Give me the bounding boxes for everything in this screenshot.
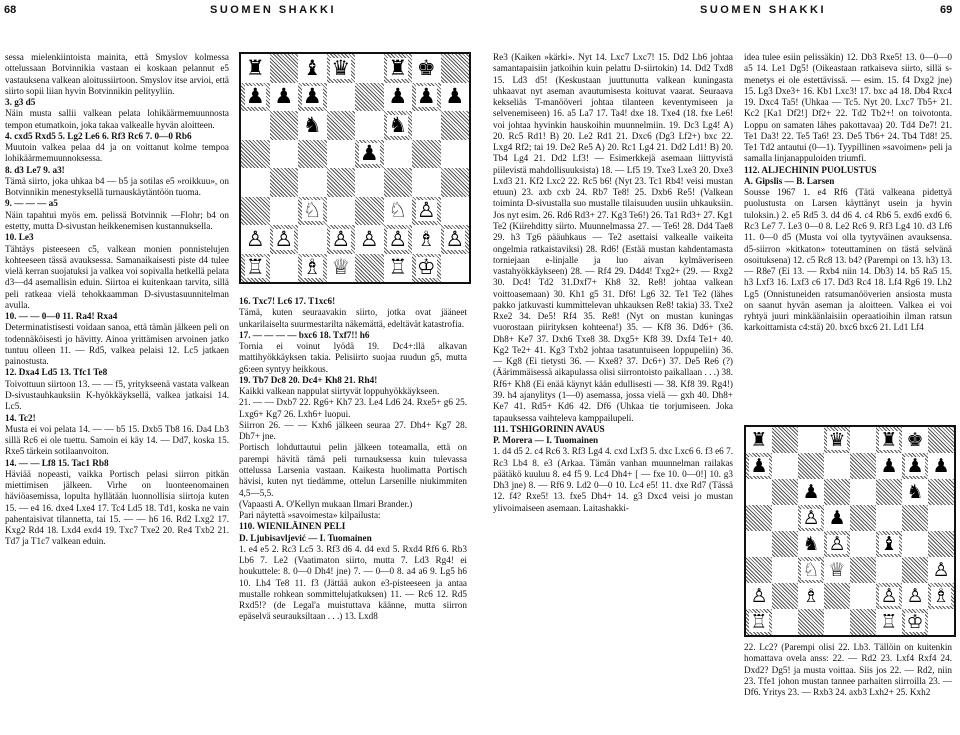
- chess-piece-icon: ♞: [906, 480, 924, 503]
- board-square: [298, 254, 327, 283]
- board-square: [876, 583, 902, 609]
- board-square: [441, 254, 470, 283]
- chess-piece-icon: ♕: [828, 558, 846, 581]
- board-square: [298, 140, 327, 169]
- board-square: [355, 225, 384, 254]
- board-square: [355, 54, 384, 83]
- chess-piece-icon: ♞: [388, 112, 408, 137]
- board-square: [902, 427, 928, 453]
- board-square: [298, 83, 327, 112]
- board-square: [928, 531, 954, 557]
- board-square: [327, 197, 356, 226]
- board-square: [798, 531, 824, 557]
- paragraph: Näin tapahtui myös em. pelissä Botvinnik —Flohr; b4 on estetty, mutta D-sivustan heikkenemisen kustannuksella.: [5, 209, 229, 231]
- chess-piece-icon: ♜: [880, 428, 898, 451]
- board-square: [850, 453, 876, 479]
- board-square: [327, 111, 356, 140]
- paragraph: idea tulee esiin pelissäkin) 12. Db3 Rxe5! 13. 0—0—0 a5 14. Le1 Dg5! (Oikeastaan ratkaiseva siirto, sillä s-menetys ei ole estettävissä. — esim. 15. f4 Dxg2 jne) 15. Lg3 Dxe3+ 16. Kb1 Lxc3! 17. bxc a4 18. Db4 Rxc4 19. Dxc4 Ta5! (Uhkaa — Tc5. Nyt 20. Lxc7 Tb5+ 21. Kc2 [Ka1 Df2!] Df2+ 22. Td2 Tb2+! on toivotonta. Loppu on samaten lähes pakottavaa) 20. Td4 De7! 21. Te1 Da3! 22. Te5 Ta6! 23. De5 Tb6+ 24. Tb4 Td8! 25. Te1 Td2 antautui (0—1). Tyypillinen »savoimen» peli ja samalla linjanappuloiden triumfi.: [744, 52, 952, 164]
- paragraph: 111. TSHIGORININ AVAUS: [493, 423, 605, 434]
- board-square: [876, 505, 902, 531]
- board-square: [270, 111, 299, 140]
- chess-piece-icon: ♙: [445, 226, 465, 251]
- board-square: [298, 225, 327, 254]
- right-page-number: 69: [940, 4, 953, 16]
- board-square: [772, 427, 798, 453]
- board-square: [441, 54, 470, 83]
- chess-piece-icon: ♟: [274, 84, 294, 109]
- board-square: [798, 479, 824, 505]
- board-square: [746, 531, 772, 557]
- board-square: [384, 168, 413, 197]
- paragraph: Häviää nopeasti, vaikka Portisch pelasi siirron pitkän miettimisen jälkeen. Virhe on luonteenomainen häviöasemissa, lopulta hyllätään luonnollisia siirtoja kuten 15. — e4 16. dxe4 Lxe4 17. Tc4 Ld5 18. Td1, koska ne vain pahentaisivat tilannetta, tai 15. — — h6 16. Rd2 Lxg2 17. Kxg2 Rd4 18. Lxd4 exd4 19. Txc7 Txe2 20. Re4 Txb2 21. Td7 ja T1c7 valkean eduin.: [5, 468, 229, 547]
- page-gutter: [478, 14, 479, 734]
- board-square: [876, 453, 902, 479]
- chess-piece-icon: ♙: [750, 584, 768, 607]
- board-square: [384, 254, 413, 283]
- chess-piece-icon: ♟: [416, 84, 436, 109]
- board-square: [241, 168, 270, 197]
- chess-piece-icon: ♟: [302, 84, 322, 109]
- board-square: [876, 531, 902, 557]
- board-square: [412, 83, 441, 112]
- board-square: [798, 557, 824, 583]
- board-square: [798, 453, 824, 479]
- board-square: [746, 479, 772, 505]
- chess-piece-icon: ♔: [416, 255, 436, 280]
- board-square: [327, 140, 356, 169]
- board-square: [441, 225, 470, 254]
- board-square: [772, 453, 798, 479]
- paragraph: Portisch lohduttautui pelin jälkeen toteamalla, että on parempi hävitä tämä peli turnauksessa kuin tulevassa ottelussa Larsenia vastaan. Kaikesta huolimatta Portisch hävisi, kuten nyt tiedämme, ottelun Larsenille niukimmiten 4,5—5,5.: [239, 442, 467, 498]
- board-square: [355, 168, 384, 197]
- board-square: [850, 609, 876, 635]
- paragraph: 10. — — 0—0 11. Ra4! Rxa4: [5, 311, 118, 322]
- board-square: [928, 427, 954, 453]
- paragraph: 10. Le3: [5, 232, 34, 243]
- board-square: [355, 197, 384, 226]
- board-square: [412, 197, 441, 226]
- chess-piece-icon: ♙: [880, 584, 898, 607]
- board-square: [902, 479, 928, 505]
- chess-piece-icon: ♖: [750, 610, 768, 633]
- chess-piece-icon: ♟: [245, 84, 265, 109]
- chess-diagram-1: [239, 52, 471, 284]
- paragraph: Determinatistisesti voidaan sanoa, että tämän jälkeen peli on todennäköisesti jo hävitty. Ainoa yrittämisen arvoinen jatko tuntuu olleen 11. — Rd5, valkea pelaisi 12. Lc5 jatkaen painostusta.: [5, 322, 229, 367]
- board-square: [241, 225, 270, 254]
- board-square: [412, 54, 441, 83]
- board-square: [824, 427, 850, 453]
- board-square: [327, 54, 356, 83]
- board-square: [824, 453, 850, 479]
- board-square: [928, 583, 954, 609]
- board-square: [355, 83, 384, 112]
- board-square: [824, 479, 850, 505]
- board-square: [850, 557, 876, 583]
- board-square: [384, 225, 413, 254]
- paragraph: Muutoin valkea pelaa d4 ja on voittanut kolme tempoa lohikäärmemuunnoksessa.: [5, 142, 229, 164]
- chess-piece-icon: ♟: [906, 454, 924, 477]
- board-square: [355, 254, 384, 283]
- board-square: [746, 427, 772, 453]
- board-square: [746, 557, 772, 583]
- board-square: [746, 583, 772, 609]
- board-square: [876, 609, 902, 635]
- board-square: [241, 83, 270, 112]
- board-square: [270, 225, 299, 254]
- board-square: [384, 197, 413, 226]
- board-square: [746, 609, 772, 635]
- paragraph: Pari näytettä »savoimesta» kilpailusta:: [239, 510, 381, 521]
- paragraph: 3. g3 d5: [5, 97, 36, 108]
- chess-piece-icon: ♜: [750, 428, 768, 451]
- board-square: [384, 140, 413, 169]
- right-column-2-bottom: [744, 642, 952, 698]
- chess-piece-icon: ♟: [445, 84, 465, 109]
- board-square: [850, 531, 876, 557]
- left-column-1: [5, 52, 229, 548]
- chess-piece-icon: ♟: [932, 454, 950, 477]
- board-square: [384, 83, 413, 112]
- board-square: [384, 111, 413, 140]
- chess-piece-icon: ♝: [302, 55, 322, 80]
- chess-piece-icon: ♟: [750, 454, 768, 477]
- board-square: [824, 557, 850, 583]
- board-square: [772, 531, 798, 557]
- board-square: [270, 140, 299, 169]
- board-square: [902, 505, 928, 531]
- chess-piece-icon: ♙: [416, 198, 436, 223]
- chess-piece-icon: ♜: [245, 55, 265, 80]
- board-square: [298, 168, 327, 197]
- board-square: [928, 609, 954, 635]
- chess-piece-icon: ♗: [416, 226, 436, 251]
- board-square: [355, 111, 384, 140]
- board-square: [850, 479, 876, 505]
- chess-piece-icon: ♟: [828, 506, 846, 529]
- board-square: [412, 168, 441, 197]
- board-square: [772, 557, 798, 583]
- board-square: [876, 557, 902, 583]
- paragraph: Siirron 26. — — Kxh6 jälkeen seuraa 27. Dh4+ Kg7 28. Dh7+ jne.: [239, 419, 467, 442]
- board-square: [824, 531, 850, 557]
- chess-piece-icon: ♞: [302, 112, 322, 137]
- board-square: [355, 140, 384, 169]
- board-square: [928, 557, 954, 583]
- board-square: [327, 83, 356, 112]
- paragraph: 22. Lc2? (Parempi olisi 22. Lb3. Tällöin on kuitenkin homattava ovela anss: 22. — Rd2 23. Lxf4 Rxf4 24. Dxd2? Dg5! ja musta voittaa. Siis jos 22. — Rd2, niin 23. Tfe1 johon mustan tannee parhaiten siirroilla 23. — Df6. Yritys 23. — Rxb3 24. axb3 Lxh2+ 25. Kxh2: [744, 642, 952, 698]
- board-square: [327, 168, 356, 197]
- chess-piece-icon: ♙: [359, 226, 379, 251]
- paragraph: 19. Tb7 Dc8 20. Dc4+ Kh8 21. Rh4!: [239, 374, 378, 385]
- paragraph: 1. d4 d5 2. c4 Rc6 3. Rf3 Lg4 4. cxd Lxf3 5. dxc Lxc6 6. f3 e6 7. Rc3 Lb4 8. e3 (Arkaa. Tämän vanhan muunnelman railakas päätäkö kuuluu 8. e4 f5 9. Lc4 Dh4+ [ — fxe 10. 0—0!] 10. g3 Dh3 jne) 8. — Rf6 9. Ld2 0—0 10. Lc4 e5! 11. dxe Rd7 (Tässä 12. f4? Rxe5! 13. fxe5 Dh4+ 14. g3 Dxc4 veisi jo mustan ylivoimaiseen asemaan. Laitashakki-: [493, 446, 733, 513]
- board-square: [441, 111, 470, 140]
- board-square: [412, 254, 441, 283]
- paragraph: Musta ei voi pelata 14. — — b5 15. Dxb5 Tb8 16. Da4 Lb3 sillä Rc6 ei ole tuettu. Samoin ei käy 14. — Dd7, koska 15. Rxe5 tärkein sotilaanvoiton.: [5, 423, 229, 457]
- board-square: [270, 254, 299, 283]
- paragraph: Re3 (Kaiken »kärki». Nyt 14. Lxc7 Lxc7! 15. Dd2 Lb6 johtaa samantapaisiin jatkoihin kuin pelattu D-siirtokin) 14. Dd2 Txd8 15. Ld3 d5! (Keskustaan juuttunutta valkean kuningasta uhkaavat nyt aseman avautumisesta koituvat vaarat. Seuraava kekseliäs T-manööveri johtaa tilanteen keventymiseen ja selvenemiseen) 16. a5 La7 17. Ta4! dxe 18. Txe4 (18. fxe Le6! voi johtaa hyvinkin hauskoihin muunnelmiin. 19. Dc3 Lg4! A) 20. Rc5 Rd1! B) 20. Le2 Rd1 21. Dxc6 (Dg3 Lf2+) bxc 22. Lxg4 Rf2; tai 19. De2 Re5 A) 20. Rc1 Lg4 21. Dd2 Ld1! B) 20. Tb4 Lg4 21. Dd2 Lf3! — Esimerkkejä asemaan liittyvistä piilevistä mahdollisuuksista) 18. — Lf5 19. Txe3 Lxe3 20. Dxe3 Lxd3 21. Kf2 Lxc2 22. Rc5 b6! (Nyt 23. Tc1 Rb4! veisi mustan etuun) 23. axb cxb 24. Rb7 Te8! 25. Dxb6 Re5! (Valkean toiminta D-sivustalla suo mustalle tilaisuuden uusiin uhkauksiin. Jos nyt esim. 26. Rd6 Rd3+ 27. Kg3 Te6!) 26. Ta1 Rd3+ 27. Kg1 Te2 (Kiirehditty siirto. Muunnelmassa 27. — Te6! 28. Dd4 Tae8 29. h3 Tg6 pääuhkaus — Te2 asettaisi valkealle vaikeita ongelmia ratkaistaviksi) 28. Rd6! (Estää mustan kahdentamasta torniejaan e-linjalle ja luo aivan kylmäveriseen vastahyökkäykseen) 28. — Rf4 29. D4d4! Txg2+ (29. — Rxg2 30. Dc4! Td2 31.Dxf7+ Kh8 32. Re8! johtaa valkean voittoasemaan) 30. Kh1 g5 31. Df6! Lg6 32. Te1 Te2 (lähes pakko jatkuvasti kummittelevan uhkauksen Re8! takia) 33. Txe2 Rxe2 34. De5! Rf4 35. Re8! (Nyt on mustan kuningas vuorostaan piirityksen kohteena!) 35. — Kf8 36. Dd6+ (36. Dh8+ Ke7 37. Dxh6 Txe8 38. Dxg5+ Kf8 39. Dxf4 Te1+ 40. Kg2 Te2+ 41. Kg3 Txb2 johtaa tasatuntuiseen loppupeliin) 36. — Kg8 (Ei tietysti 36. — Kxe8? 37. Dc6+) 37. De5 Re6 (?) (Äärimmäisessä aikapulassa olisi siirrontoisto paikallaan . . .) 38. Rf6+ Kh8 (Ei enää käynyt kään edullisesti — 38. Kf8 39. Rg4!) 39. h4 ajanylitys (1—0) asemassa, jossa vielä — gxh 40. Dh8+ Ke7 41. Rd5+ Kd6 42. Df6 (Uhkaa tie torjumiseen. Joka tapauksessa vaihteleva kamppailupeli.: [493, 52, 733, 423]
- chess-piece-icon: ♜: [388, 55, 408, 80]
- chess-piece-icon: ♗: [302, 255, 322, 280]
- board-square: [412, 140, 441, 169]
- chess-piece-icon: ♗: [932, 584, 950, 607]
- board-square: [772, 479, 798, 505]
- paragraph: Näin musta sallii valkean pelata lohikäärmemuunnosta tempon etumatkoin, joka takaa valkealle hyvän aloitteen.: [5, 108, 229, 130]
- board-square: [850, 583, 876, 609]
- board-square: [772, 583, 798, 609]
- board-square: [798, 427, 824, 453]
- board-square: [850, 505, 876, 531]
- board-square: [441, 197, 470, 226]
- paragraph: Kaikki valkean nappulat siirtyvät loppuhyökkäykseen.: [239, 386, 440, 397]
- chess-piece-icon: ♘: [302, 198, 322, 223]
- right-running-title: SUOMEN SHAKKI: [700, 4, 827, 16]
- board-square: [824, 583, 850, 609]
- board-square: [241, 254, 270, 283]
- board-square: [298, 111, 327, 140]
- chess-piece-icon: ♙: [906, 584, 924, 607]
- board-square: [412, 225, 441, 254]
- board-square: [327, 254, 356, 283]
- board-square: [441, 168, 470, 197]
- paragraph: Tornia ei voinut lyödä 19. Dc4+:llä alkavan mattihyökkäyksen takia. Pelisiirto suojaa ruudun g5, mutta g6:een syntyy heikkous.: [239, 341, 467, 374]
- board-square: [441, 83, 470, 112]
- board-square: [850, 427, 876, 453]
- chess-piece-icon: ♞: [802, 532, 820, 555]
- paragraph: 14. Tc2!: [5, 412, 36, 423]
- paragraph: 1. e4 e5 2. Rc3 Lc5 3. Rf3 d6 4. d4 exd 5. Rxd4 Rf6 6. Rb3 Lb6 7. Le2 (Vaatimaton siirto, mutta 7. Ld3 Rg4! ei houkuttele: 8. 0—0 Dh4! jne) 7. — 0—0 8. a4 a6 9. Lg5 h6 10. Lh4 Te8 11. f3 (Jättää aukon e3-pisteeseen ja antaa mustalle rohkean sommittelujatkuksen) 11. — Rc6 12. Rd5 Rxd5!? (de Legal'a muistuttava käänne, mutta siirron epäselvä seurauksiltaan . . .) 13. Lxd8: [239, 543, 467, 622]
- board-square: [928, 479, 954, 505]
- board-square: [902, 531, 928, 557]
- left-page-number: 68: [4, 4, 17, 16]
- board-square: [798, 505, 824, 531]
- paragraph: 14. — — Lf8 15. Tac1 Rb8: [5, 457, 109, 468]
- chess-piece-icon: ♟: [880, 454, 898, 477]
- chess-piece-icon: ♚: [416, 55, 436, 80]
- chess-piece-icon: ♔: [906, 610, 924, 633]
- chess-piece-icon: ♙: [388, 226, 408, 251]
- board-square: [270, 54, 299, 83]
- board-square: [298, 54, 327, 83]
- right-column-2-top: [744, 52, 952, 334]
- chess-piece-icon: ♘: [388, 198, 408, 223]
- board-square: [902, 583, 928, 609]
- board-square: [928, 453, 954, 479]
- paragraph: Tämä, kuten seuraavakin siirto, jotka ovat jääneet unkarilaiselta suurmestarilta näkemättä, edeltävät katastrofia.: [239, 307, 467, 329]
- board-square: [327, 225, 356, 254]
- paragraph: Toivottuun siirtoon 13. — — f5, yritykseenä vastata valkean D-sivustauhkauksiin K-hyökkäyksellä, valkea jatkaisi 14. Lc5.: [5, 378, 229, 412]
- chess-piece-icon: ♟: [388, 84, 408, 109]
- board-square: [876, 479, 902, 505]
- paragraph: A. Gipslis — B. Larsen: [744, 175, 835, 186]
- left-column-2: [239, 296, 467, 623]
- chess-piece-icon: ♟: [359, 141, 379, 166]
- board-square: [412, 111, 441, 140]
- board-square: [270, 83, 299, 112]
- board-square: [241, 197, 270, 226]
- board-square: [902, 453, 928, 479]
- board-square: [902, 557, 928, 583]
- chess-piece-icon: ♙: [932, 558, 950, 581]
- paragraph: 112. ALJECHININ PUOLUSTUS: [744, 164, 877, 175]
- chess-piece-icon: ♕: [331, 255, 351, 280]
- board-square: [746, 505, 772, 531]
- board-square: [772, 609, 798, 635]
- paragraph: D. Ljubisavljević — I. Tuomainen: [239, 532, 372, 543]
- chess-piece-icon: ♙: [274, 226, 294, 251]
- chess-piece-icon: ♗: [802, 584, 820, 607]
- paragraph: Sousse 1967 1. e4 Rf6 (Tätä valkeana pidettyä puolustusta on Larsen käyttänyt usein ja hyvin tuloksin.) 2. e5 Rd5 3. d4 d6 4. c4 Rb6 5. exd6 exd6 6. Rc3 Le7 7. Le3 0—0 8. Le2 Rc6 9. Rf3 Lg4 10. d3 Lf6 11. 0—0 d5 (Musta voi olla tyytyväinen avauksensa. d5-siirron »kitkaton» toteuttaminen on tästä selvänä osoituksena) 12. c5 Rc8 13. b4? (Parempi on 13. h3) 13. — R8e7 (Ei 13. — Rxb4 niin 14. Db3) 14. b5 Ra5 15. h3 Lxf3 16. Lxf3 c6 17. Dd3 Rc4 18. Lf4 Rg6 19. Lh2 Lg5 (Onnistuneiden ratsumanööverien ansiosta musta on saanut hyvän aseman ja aloitteen. Valkea ei voi ryhtyä juuri minkäänlaisiin operaatioihin ilman ratsun karkoittamista c4:stä) 20. bxc6 bxc6 21. Ld1 Lf4: [744, 187, 952, 333]
- paragraph: 12. Dxa4 Ld5 13. Tfc1 Te8: [5, 367, 108, 378]
- chess-piece-icon: ♟: [802, 480, 820, 503]
- board-square: [270, 168, 299, 197]
- board-square: [876, 427, 902, 453]
- chess-piece-icon: ♘: [802, 558, 820, 581]
- chess-piece-icon: ♖: [245, 255, 265, 280]
- board-square: [384, 54, 413, 83]
- paragraph: Tämä siirto, joka uhkaa b4 — b5 ja sotilas e5 »roikkuu», on Botvinnikin menestyksellä turnauskäytäntöön tuoma.: [5, 175, 229, 198]
- paragraph: 110. WIENILÄINEN PELI: [239, 521, 346, 532]
- board-square: [270, 197, 299, 226]
- paragraph: (Vapaasti A. O'Kellyn mukaan Ilmari Brander.): [239, 498, 413, 509]
- board-square: [241, 54, 270, 83]
- chess-piece-icon: ♙: [828, 532, 846, 555]
- paragraph: sessa mielenkiintoista mainita, että Smyslov kolmessa ottelussaan Botvinnikia vastaan ei koskaan pelannut e5 vastauksena valkean aloitussiirtoon. Smyslov itse arvioi, että siirto sopii liian hyvin Botvinnikin pelityyliin.: [5, 52, 229, 96]
- paragraph: 16. Txc7! Lc6 17. T1xc6!: [239, 296, 336, 306]
- board-square: [241, 111, 270, 140]
- paragraph: Tähtäys pisteeseen c5, valkean monien ponnistelujen kohteeseen tässä avauksessa. Samanaikaisesti piste d4 tulee vielä kerran suojatuksi ja valkea voi sopivalla hetkellä pelata d3—d4 asemallisin eduin. Siirtoa ei kuitenkaan tarvita, sillä peli ratkeaa vielä tehokkaamman D-sivustasuunnitelman avulla.: [5, 243, 229, 310]
- board-square: [441, 140, 470, 169]
- board-square: [824, 609, 850, 635]
- chess-piece-icon: ♛: [828, 428, 846, 451]
- board-square: [928, 505, 954, 531]
- chess-piece-icon: ♙: [802, 506, 820, 529]
- paragraph: P. Morera — I. Tuomainen: [493, 435, 599, 446]
- board-square: [772, 505, 798, 531]
- right-column-1: [493, 52, 733, 514]
- board-square: [241, 140, 270, 169]
- board-square: [798, 609, 824, 635]
- paragraph: 4. cxd5 Rxd5 5. Lg2 Le6 6. Rf3 Rc6 7. 0—0 Rb6: [5, 130, 192, 141]
- paragraph: 21. — — Dxb7 22. Rg6+ Kh7 23. Le4 Ld6 24. Rxe5+ g6 25. Lxg6+ Kg7 26. Lxh6+ luopui.: [239, 397, 467, 419]
- chess-diagram-2: [744, 425, 956, 637]
- chess-piece-icon: ♚: [906, 428, 924, 451]
- left-running-title: SUOMEN SHAKKI: [210, 4, 337, 16]
- chess-piece-icon: ♖: [880, 610, 898, 633]
- chess-piece-icon: ♝: [880, 532, 898, 555]
- paragraph: 8. d3 Le7 9. a3!: [5, 164, 65, 175]
- chess-piece-icon: ♙: [331, 226, 351, 251]
- chess-piece-icon: ♖: [388, 255, 408, 280]
- board-square: [824, 505, 850, 531]
- board-square: [746, 453, 772, 479]
- paragraph: 17. — — — — bxc6 18. Txf7!! h6: [239, 329, 370, 340]
- board-square: [798, 583, 824, 609]
- paragraph: 9. — — — a5: [5, 198, 58, 209]
- chess-piece-icon: ♙: [245, 226, 265, 251]
- board-square: [298, 197, 327, 226]
- chess-piece-icon: ♛: [331, 55, 351, 80]
- board-square: [902, 609, 928, 635]
